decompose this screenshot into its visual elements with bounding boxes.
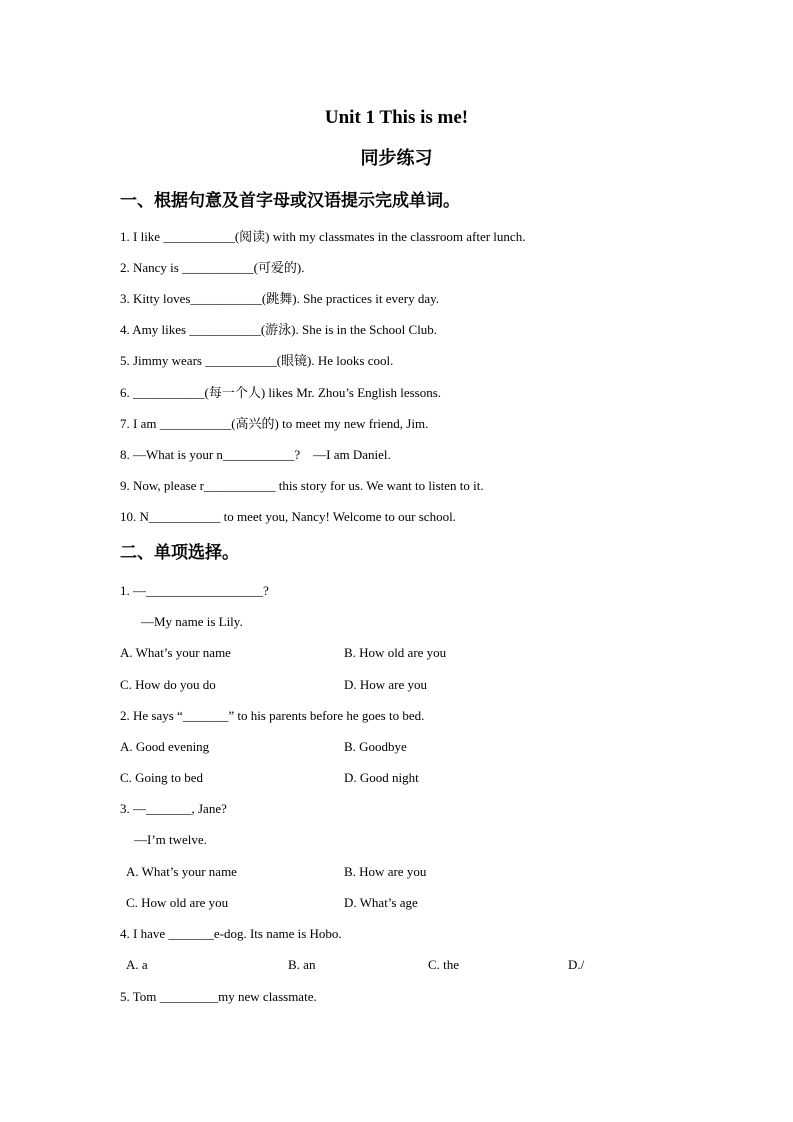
choice-q2-option-b: B. Goodbye	[344, 739, 407, 754]
choice-q1-option-b: B. How old are you	[344, 645, 447, 660]
choice-q4-option-d: D./	[568, 957, 585, 972]
choice-q2-option-c: C. Going to bed	[120, 770, 204, 785]
section-2-heading: 二、单项选择。	[120, 543, 239, 563]
choice-q3-stem: 3. —_______, Jane?	[120, 801, 227, 816]
fill-item-9: 9. Now, please r___________ this story for us. We want to listen to it.	[120, 478, 484, 493]
choice-q1-option-c: C. How do you do	[120, 677, 216, 692]
choice-q3-option-c: C. How old are you	[126, 895, 229, 910]
fill-item-4: 4. Amy likes ___________(游泳). She is in the School Club.	[120, 322, 438, 337]
choice-q2-option-d: D. Good night	[344, 770, 419, 785]
fill-item-10: 10. N___________ to meet you, Nancy! Welcome to our school.	[120, 509, 456, 524]
choice-q3-option-d: D. What’s age	[344, 895, 418, 910]
fill-item-6: 6. ___________(每一个人) likes Mr. Zhou’s English lessons.	[120, 385, 442, 400]
choice-q1-option-d: D. How are you	[344, 677, 428, 692]
choice-q1-reply: —My name is Lily.	[141, 614, 243, 629]
choice-q4-stem: 4. I have _______e-dog. Its name is Hobo.	[120, 926, 342, 941]
choice-q1-stem: 1. —__________________?	[120, 583, 269, 598]
fill-item-2: 2. Nancy is ___________(可爱的).	[120, 260, 305, 275]
choice-q2-option-a: A. Good evening	[120, 739, 210, 754]
choice-q4-option-c: C. the	[428, 957, 460, 972]
section-1-heading: 一、根据句意及首字母或汉语提示完成单词。	[120, 191, 460, 211]
choice-q4-option-a: A. a	[126, 957, 148, 972]
page-subtitle: 同步练习	[360, 148, 433, 169]
choice-q4-option-b: B. an	[288, 957, 316, 972]
choice-q2-stem: 2. He says “_______” to his parents before he goes to bed.	[120, 708, 425, 723]
choice-q5-stem: 5. Tom _________my new classmate.	[120, 989, 317, 1004]
choice-q3-reply: —I’m twelve.	[134, 832, 207, 847]
fill-item-1: 1. I like ___________(阅读) with my classmates in the classroom after lunch.	[120, 229, 526, 244]
choice-q3-option-b: B. How are you	[344, 864, 427, 879]
fill-item-5: 5. Jimmy wears ___________(眼镜). He looks cool.	[120, 353, 394, 368]
choice-q1-option-a: A. What’s your name	[120, 645, 231, 660]
fill-item-7: 7. I am ___________(高兴的) to meet my new friend, Jim.	[120, 416, 429, 431]
page-title: Unit 1 This is me!	[324, 107, 469, 128]
fill-item-8: 8. —What is your n___________? —I am Daniel.	[120, 447, 391, 462]
choice-q3-option-a: A. What’s your name	[126, 864, 237, 879]
fill-item-3: 3. Kitty loves___________(跳舞). She practices it every day.	[120, 291, 440, 306]
